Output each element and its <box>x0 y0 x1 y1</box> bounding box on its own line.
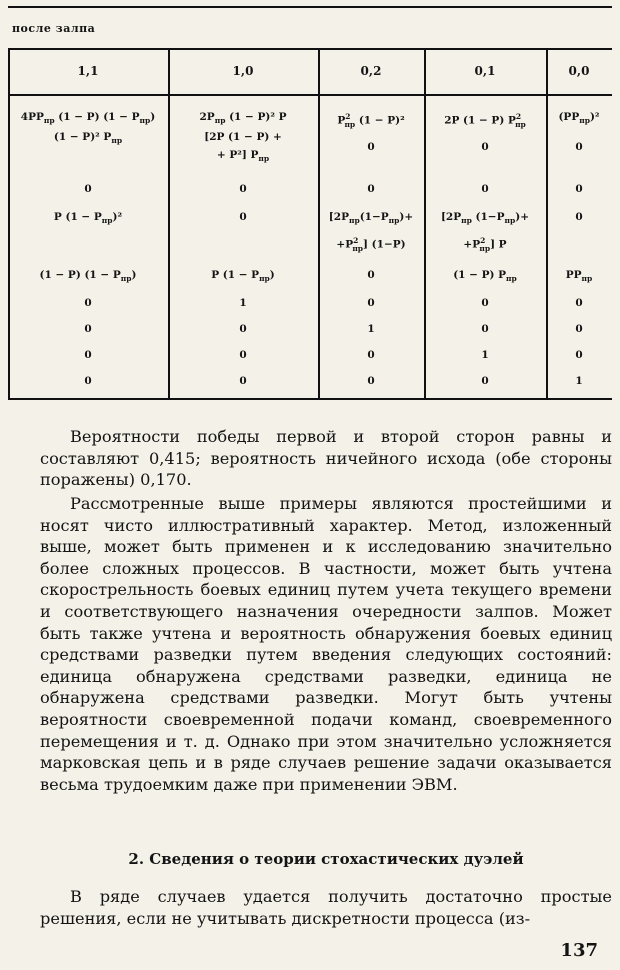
cell-c5-r8: 1 <box>575 375 583 387</box>
cell-c4-r1a: 2P (1 − P) $P^2_{пр}$ <box>444 112 526 129</box>
header-state-0-1: 0,1 <box>474 64 496 78</box>
paragraph-continuation: В ряде случаев удается получить достаточно простые решения, если не учитывать дискретности процесса (из- <box>40 887 612 928</box>
cell-c3-r6: 1 <box>367 323 375 335</box>
cell-c4-r3b: $+P^2_{пр}$] P <box>463 236 507 253</box>
cell-c1-r1b: (1 − P)² $P_{пр}$ <box>53 131 123 146</box>
cell-c2-r4: P $(1 - P_{пр})$ <box>211 269 275 284</box>
cell-c4-r2: 0 <box>481 183 489 195</box>
cell-c5-r6: 0 <box>575 323 583 335</box>
cell-c3-r5: 0 <box>367 297 375 309</box>
header-state-0-2: 0,2 <box>360 64 382 78</box>
header-state-0-0: 0,0 <box>568 64 590 78</box>
cell-c1-r3: P $(1 - P_{пр})^2$ <box>53 211 123 226</box>
cell-c3-r3b: $+P^2_{пр}$] (1−P) <box>336 236 406 253</box>
cell-c3-r4: 0 <box>367 269 375 281</box>
cell-c1-r2: 0 <box>84 183 92 195</box>
cell-c2-r1a: $2P_{пр}$ (1 − P)² P <box>199 111 287 126</box>
cell-c2-r3: 0 <box>239 211 247 223</box>
paragraph-probabilities: Вероятности победы первой и второй сторон равны и составляют 0,415; вероятность ничейного исхода (обе стороны поражены) 0,170. <box>40 427 612 490</box>
cell-c3-r8: 0 <box>367 375 375 387</box>
cell-c3-r1b: 0 <box>367 141 375 153</box>
cell-c5-r2: 0 <box>575 183 583 195</box>
cell-c5-r7: 0 <box>575 349 583 361</box>
cell-c5-r1b: 0 <box>575 141 583 153</box>
cell-c4-r5: 0 <box>481 297 489 309</box>
cell-c3-r2: 0 <box>367 183 375 195</box>
cell-c5-r5: 0 <box>575 297 583 309</box>
cell-c5-r1a: $(PP_{пр})^2$ <box>558 111 600 126</box>
cell-c1-r5: 0 <box>84 297 92 309</box>
cell-c2-r6: 0 <box>239 323 247 335</box>
cell-c4-r4: (1 − P) $P_{пр}$ <box>453 269 517 284</box>
table-header-rule <box>8 48 612 50</box>
table-top-rule <box>8 6 612 8</box>
cell-c4-r8: 0 <box>481 375 489 387</box>
table-caption: после залпа <box>12 22 96 35</box>
cell-c2-r7: 0 <box>239 349 247 361</box>
cell-c2-r1c: + P²] $P_{пр}$ <box>216 149 270 164</box>
table-bottom-rule <box>8 398 612 400</box>
cell-c2-r2: 0 <box>239 183 247 195</box>
cell-c4-r6: 0 <box>481 323 489 335</box>
cell-c3-r3a: [$2P_{пр}(1-P_{пр})+$ <box>328 211 414 226</box>
cell-c2-r1b: [2P (1 − P) + <box>204 131 282 143</box>
cell-c1-r8: 0 <box>84 375 92 387</box>
cell-c2-r8: 0 <box>239 375 247 387</box>
cell-c4-r1b: 0 <box>481 141 489 153</box>
cell-c2-r5: 1 <box>239 297 247 309</box>
cell-c1-r4: (1 − P) $(1 - P_{пр})$ <box>39 269 137 284</box>
cell-c1-r1a: $4PP_{пр}$ (1 − P) $(1 - P_{пр})$ <box>20 111 156 126</box>
page-number: 137 <box>560 940 598 961</box>
cell-c3-r1a: $P^2_{пр}$ (1 − P)² <box>337 112 405 129</box>
header-state-1-0: 1,0 <box>232 64 254 78</box>
section-heading: 2. Сведения о теории стохастических дуэлей <box>128 850 524 868</box>
cell-c5-r4: $PP_{пр}$ <box>565 269 593 284</box>
cell-c4-r3a: [$2P_{пр}$ $(1-P_{пр})+$ <box>440 211 530 226</box>
header-state-1-1: 1,1 <box>77 64 99 78</box>
cell-c5-r3: 0 <box>575 211 583 223</box>
cell-c1-r7: 0 <box>84 349 92 361</box>
cell-c1-r6: 0 <box>84 323 92 335</box>
table-header-bottom-rule <box>8 94 612 96</box>
paragraph-method-discussion: Рассмотренные выше примеры являются простейшими и носят чисто иллюстративный характер. Метод, изложенный выше, может быть применен и к исследованию значительно более сложных процессов. В частности, может быть учтена скорострельность боевых единиц путем учета текущего времени и соответствующего назначения очередности залпов. Может быть также учтена и вероятность обнаружения боевых единиц средствами разведки путем введения следующих состояний: единица обнаружена средствами разведки, единица не обнаружена средствами разведки. Могут быть учтены вероятности своевременной подачи команд, своевременного перемещения и т. д. Однако при этом значительно усложняется марковская цепь и в ряде случаев решение задачи оказывается весьма трудоемким даже при применении ЭВМ. <box>40 494 612 794</box>
cell-c4-r7: 1 <box>481 349 489 361</box>
cell-c3-r7: 0 <box>367 349 375 361</box>
